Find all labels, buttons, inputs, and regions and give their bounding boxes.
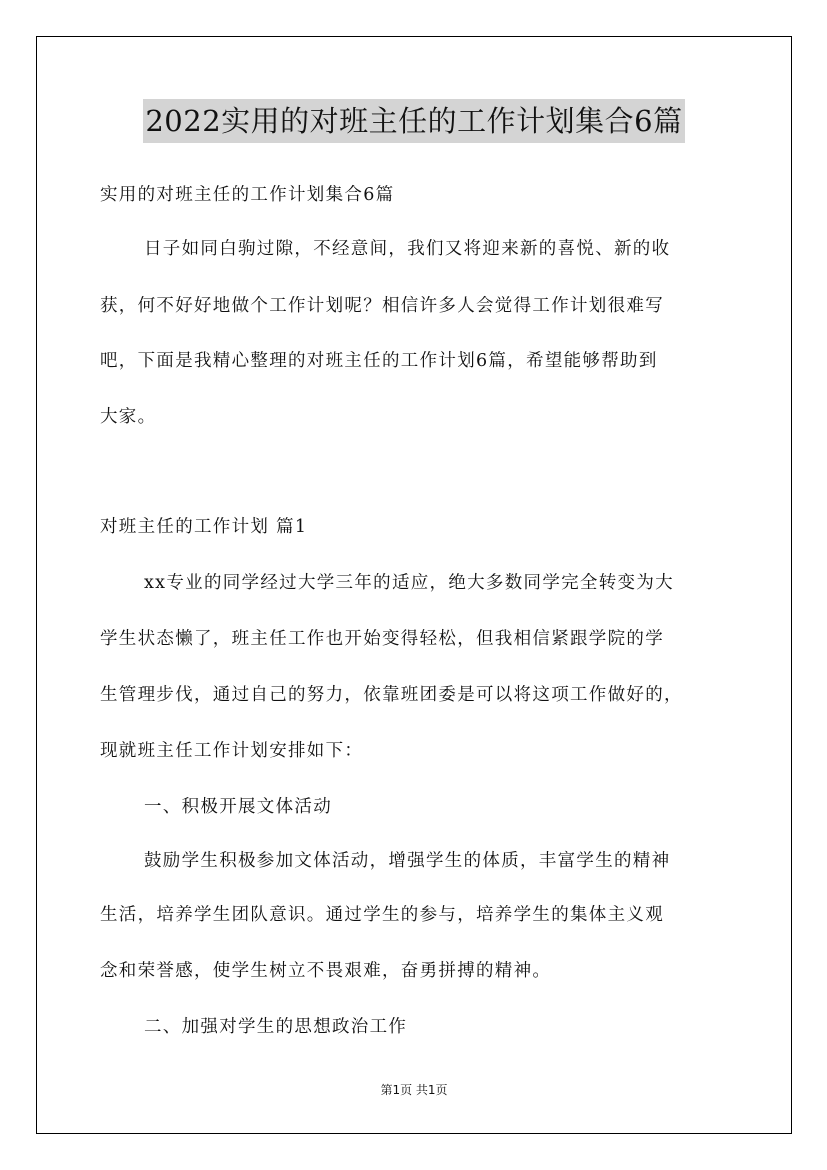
section-line: xx专业的同学经过大学三年的适应，绝大多数同学完全转变为大 [144, 573, 674, 593]
item2-heading: 二、加强对学生的思想政治工作 [144, 1017, 408, 1037]
subtitle: 实用的对班主任的工作计划集合6篇 [100, 185, 395, 205]
section-line: 学生状态懒了，班主任工作也开始变得轻松，但我相信紧跟学院的学 [100, 629, 664, 649]
intro-line: 大家。 [100, 407, 157, 427]
section-heading: 对班主任的工作计划 篇1 [100, 517, 308, 537]
title-wrap [37, 99, 791, 143]
section-line: 生管理步伐，通过自己的努力，依靠班团委是可以将这项工作做好的， [100, 685, 683, 705]
page-footer: 第1页 共1页 [380, 1083, 448, 1097]
document-title: 2022实用的对班主任的工作计划集合6篇 [143, 99, 684, 143]
item1-line: 鼓励学生积极参加文体活动，增强学生的体质，丰富学生的精神 [144, 851, 671, 871]
intro-line: 获，何不好好地做个工作计划呢？相信许多人会觉得工作计划很难写 [100, 296, 664, 316]
item1-line: 生活，培养学生团队意识。通过学生的参与，培养学生的集体主义观 [100, 905, 664, 925]
item1-line: 念和荣誉感，使学生树立不畏艰难，奋勇拼搏的精神。 [100, 961, 552, 981]
intro-line: 吧，下面是我精心整理的对班主任的工作计划6篇，希望能够帮助到 [100, 351, 658, 371]
section-line: 现就班主任工作计划安排如下： [100, 741, 364, 761]
document-page [36, 36, 792, 1134]
intro-line: 日子如同白驹过隙，不经意间，我们又将迎来新的喜悦、新的收 [144, 239, 671, 259]
item1-heading: 一、积极开展文体活动 [144, 797, 332, 817]
